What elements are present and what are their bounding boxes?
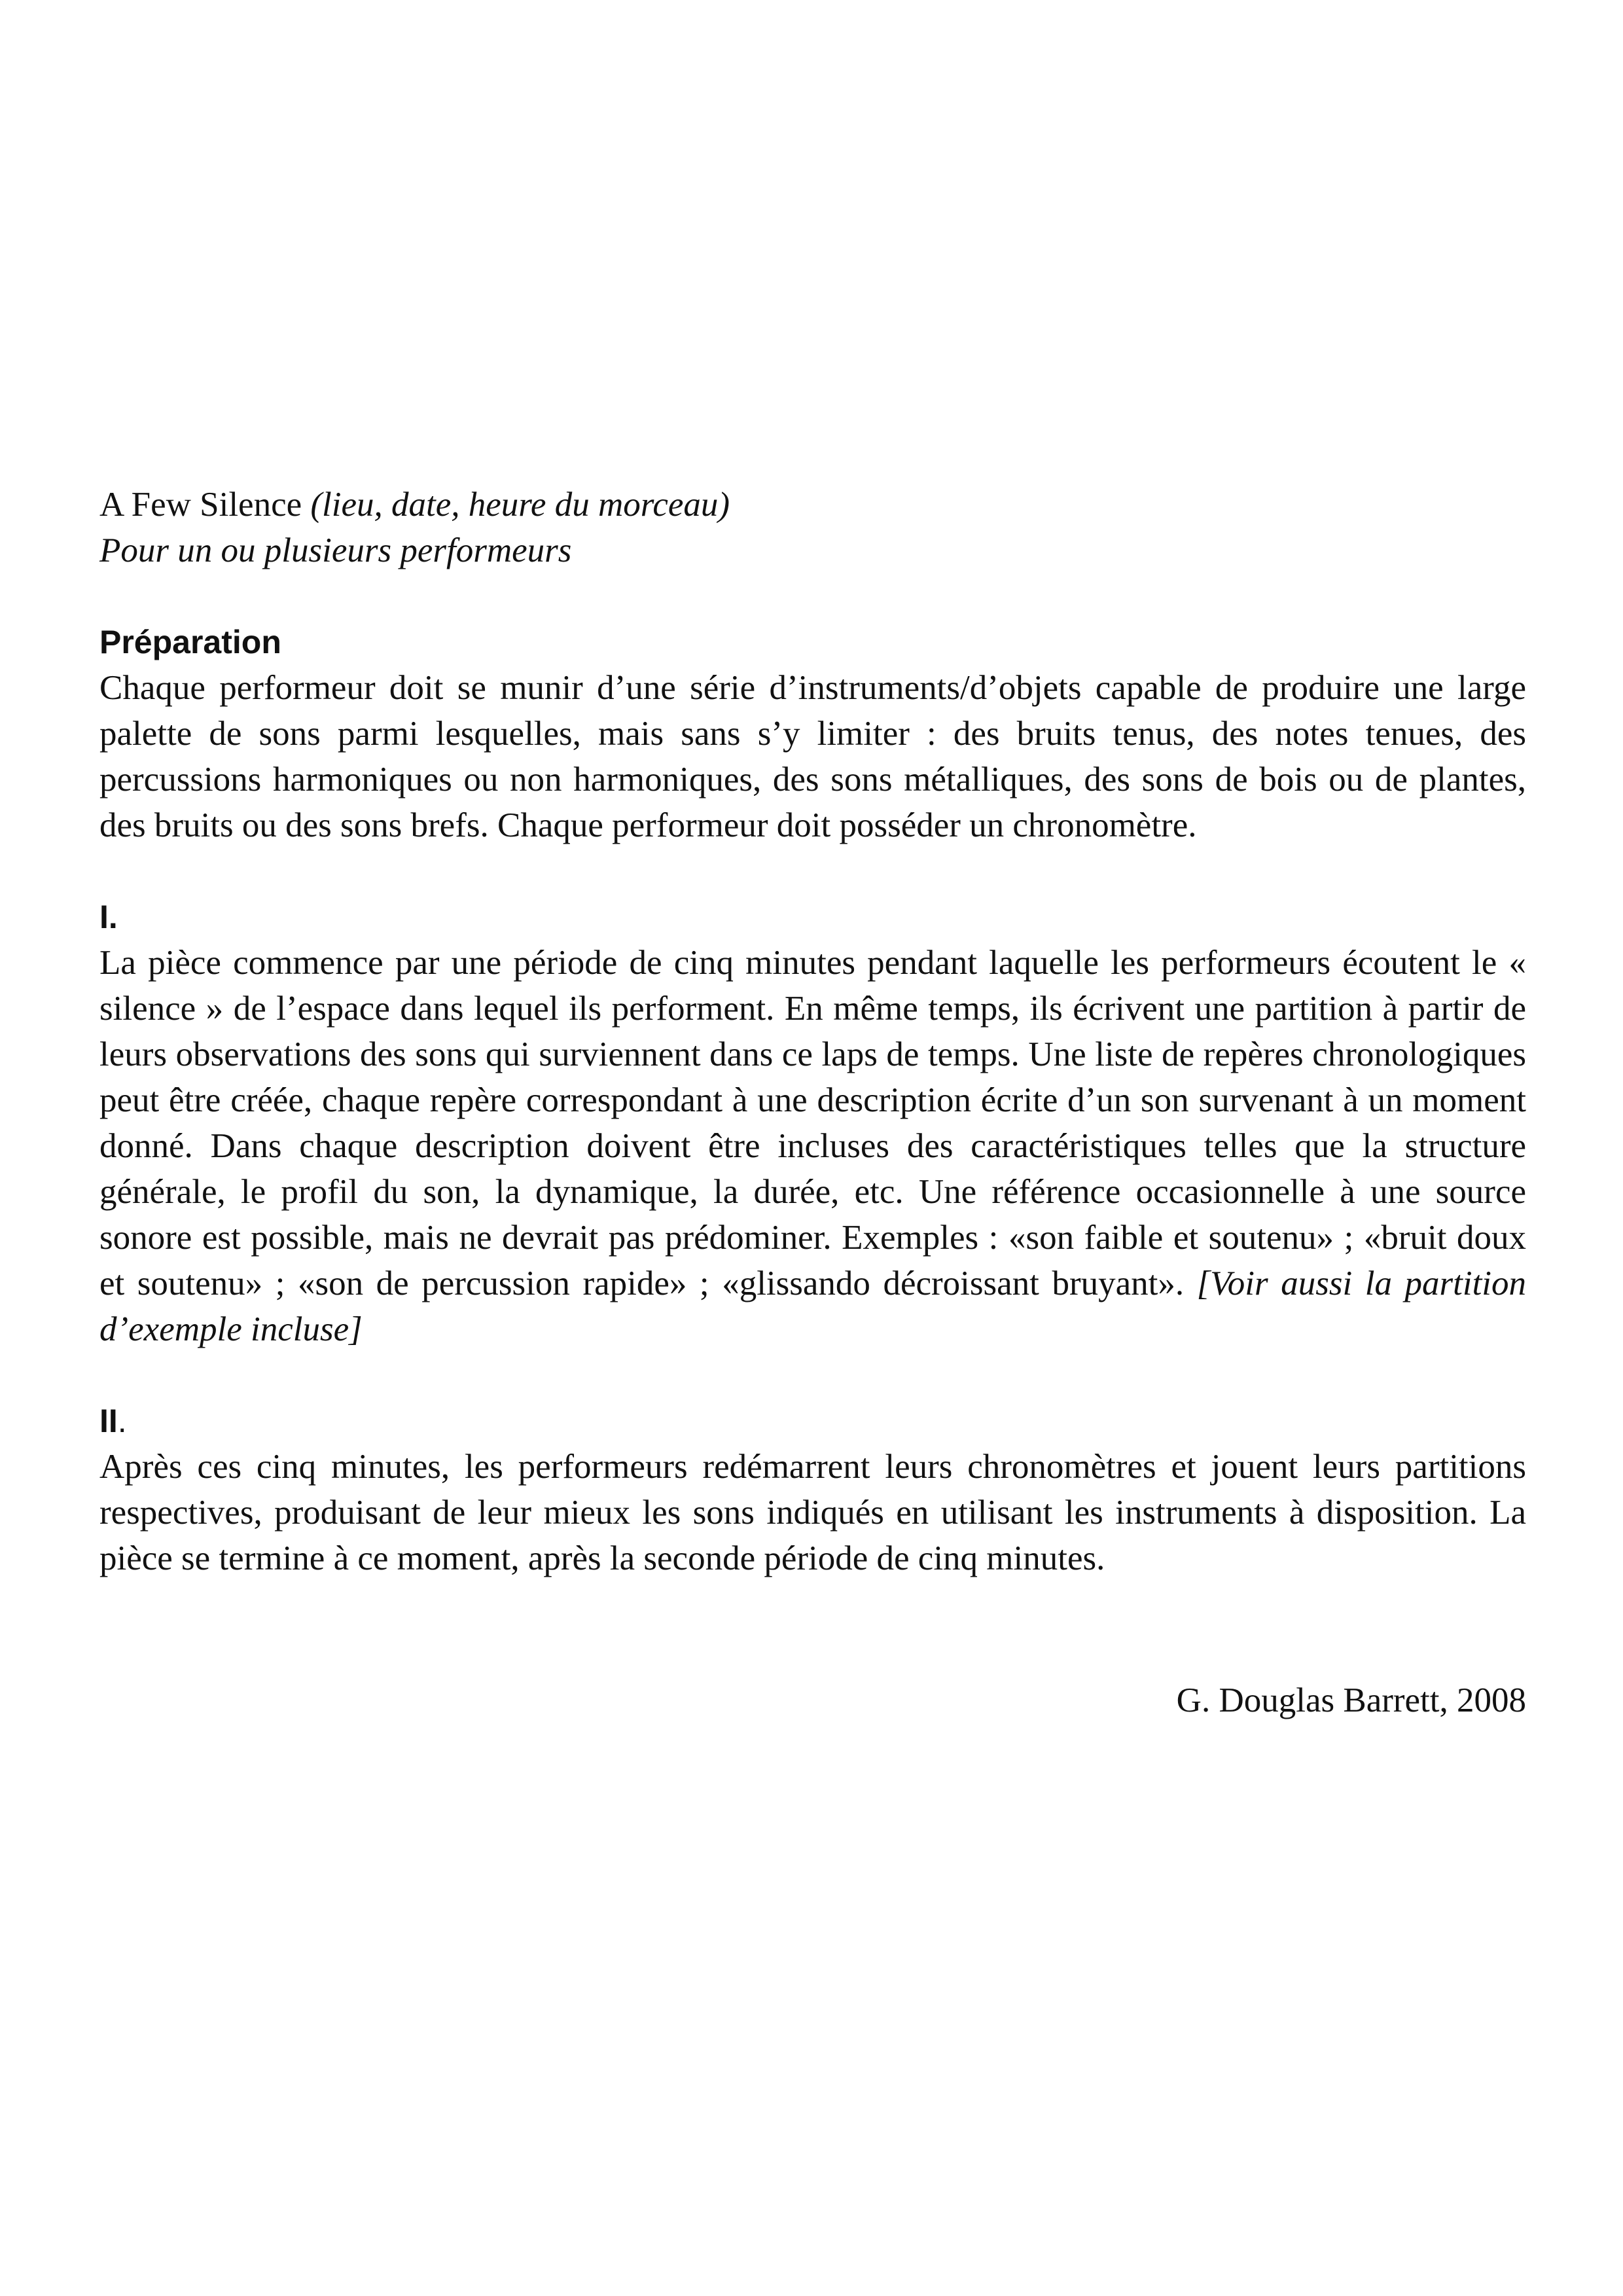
signature: G. Douglas Barrett, 2008: [1176, 1681, 1526, 1719]
section-body-i-note: [Voir aussi la partition d’exemple incluse]: [99, 1265, 1527, 1348]
spacer: [99, 1352, 1526, 1398]
title-line: [99, 482, 1526, 528]
section-heading-ii-label: II: [99, 1403, 118, 1439]
section-heading-ii: [99, 1398, 1526, 1444]
section-heading-i: I.: [99, 899, 118, 935]
piece-title-note: (lieu, date, heure du morceau): [310, 486, 730, 524]
spacer: [99, 573, 1526, 619]
document-body: [99, 482, 1526, 1581]
section-heading-preparation: Préparation: [99, 624, 281, 660]
section-body-i-text: La pièce commence par une période de cinq minutes pendant laquelle les performeurs écoutent le « silence » de l’espace dans lequel ils performent. En même temps, ils écrivent une partition à partir de leurs observations des sons qui surviennent dans ce laps de temps. Une liste de repères chronologiques peut être créée, chaque repère correspondant à une description écrite d’un son survenant à un moment donné. Dans chaque description doivent être incluses des caractéristiques telles que la structure générale, le profil du son, la dynamique, la durée, etc. Une référence occasionnelle à une source sonore est possible, mais ne devrait pas prédominer. Exemples : «son faible et soutenu» ; «bruit doux et soutenu» ; «son de percussion rapide» ; «glissando décroissant bruyant».: [99, 944, 1526, 1302]
section-body-ii: Après ces cinq minutes, les performeurs redémarrent leurs chronomètres et jouent leurs partitions respectives, produisant de leur mieux les sons indiqués en utilisant les instruments à disposition. La pièce se termine à ce moment, après la seconde période de cinq minutes.: [99, 1448, 1526, 1577]
section-body-i: [99, 940, 1526, 1352]
piece-title: A Few Silence: [99, 486, 302, 524]
piece-subtitle: Pour un ou plusieurs performeurs: [99, 531, 572, 569]
section-body-preparation: Chaque performeur doit se munir d’une série d’instruments/d’objets capable de produire une large palette de sons parmi lesquelles, mais sans s’y limiter : des bruits tenus, des notes tenues, des percussions harmoniques ou non harmoniques, des sons métalliques, des sons de bois ou de plantes, des bruits ou des sons brefs. Chaque performeur doit posséder un chronomètre.: [99, 669, 1526, 844]
section-heading-ii-suffix: .: [117, 1403, 127, 1439]
spacer: [99, 848, 1526, 894]
